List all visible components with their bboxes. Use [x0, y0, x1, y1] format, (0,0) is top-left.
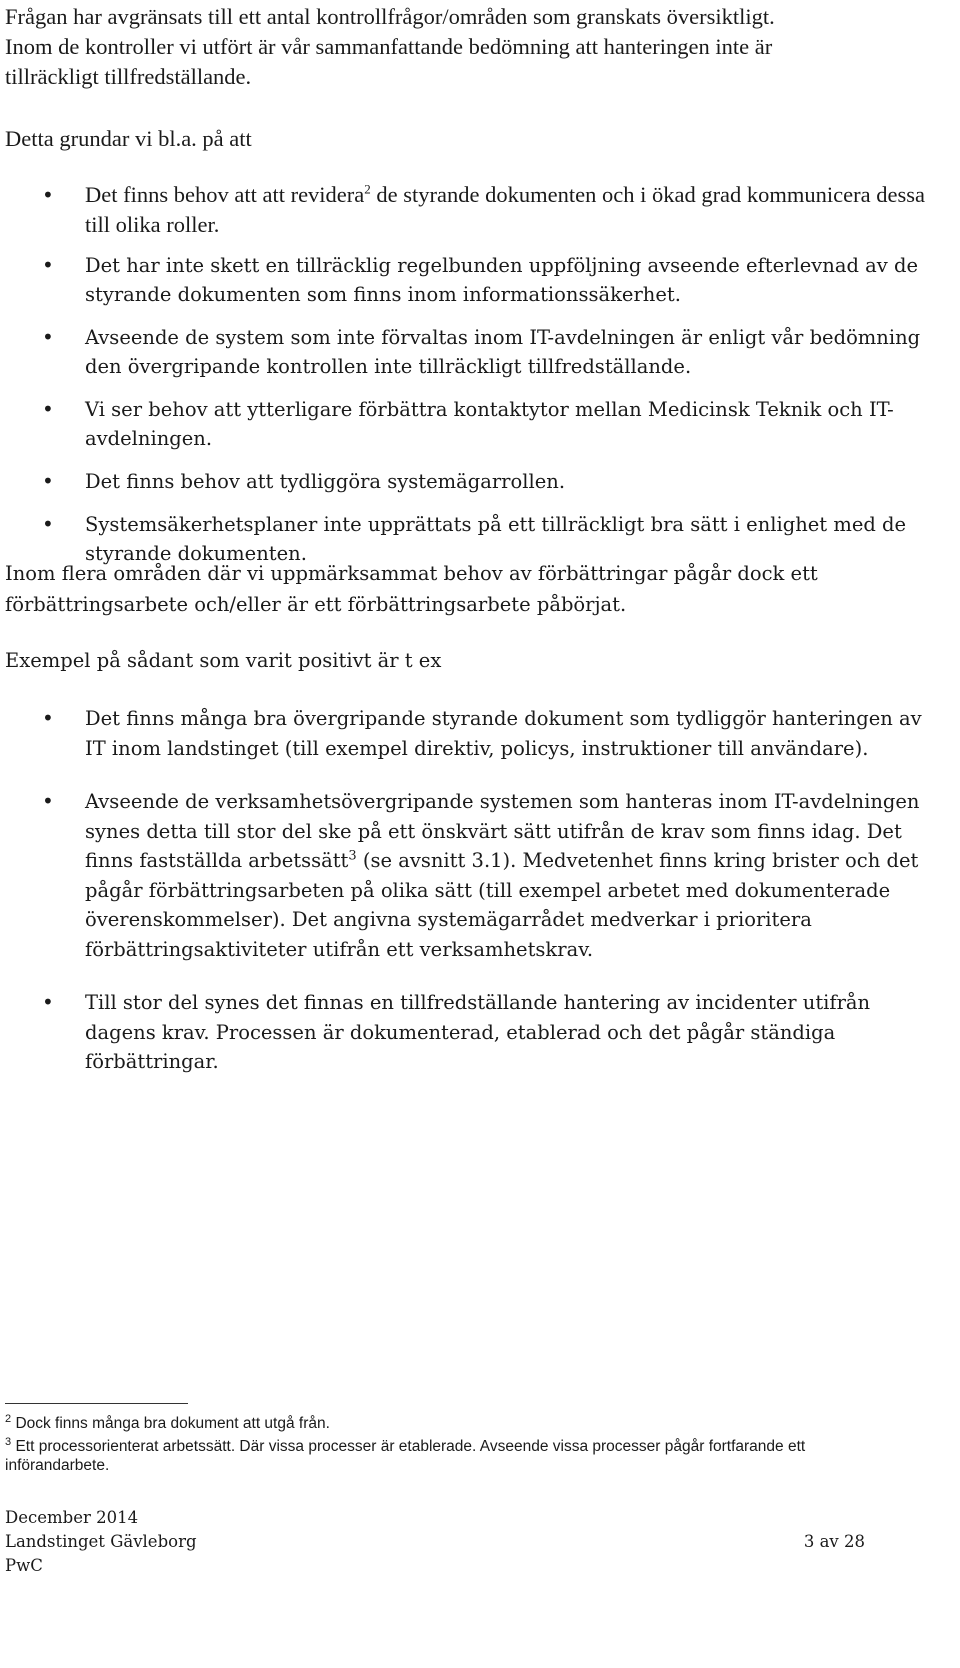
list-item: • Vi ser behov att ytterligare förbättra kontaktytor mellan Medicinsk Teknik och IT-avdelningen.	[5, 395, 925, 453]
footnote	[5, 1410, 905, 1433]
footnotes	[5, 1410, 905, 1475]
basis-intro: Detta grundar vi bl.a. på att	[5, 126, 252, 151]
intro-line: Frågan har avgränsats till ett antal kontrollfrågor/områden som granskats översiktligt.	[5, 4, 775, 29]
bullet-icon	[42, 251, 52, 280]
bullet-icon	[42, 323, 52, 352]
list-item: • Till stor del synes det finnas en tillfredställande hantering av incidenter utifrån dagens krav. Processen är dokumenterad, etablerad och det pågår ständiga förbättringar.	[5, 988, 925, 1077]
footnote-divider	[5, 1403, 188, 1404]
footnote-text: Dock finns många bra dokument att utgå från.	[15, 1415, 330, 1433]
footer-firm: PwC	[5, 1556, 43, 1575]
bullet-icon	[42, 180, 52, 210]
list-item: • Det finns behov att tydliggöra systemägarrollen.	[5, 467, 925, 496]
footnote-ref: 3	[348, 848, 357, 864]
bullet-icon	[42, 787, 52, 817]
footer-organization: Landstinget Gävleborg	[5, 1532, 197, 1551]
bullet-icon	[42, 510, 52, 539]
bullet-icon	[42, 395, 52, 424]
page-footer	[5, 1506, 865, 1578]
list-item: • Avseende de verksamhetsövergripande systemen som hanteras inom IT-avdelningen synes detta till stor del ske på ett önskvärt sätt utifrån de krav som finns idag. Det finns fastställda arbetssätt$^3$ (se avsnitt 3.1). Medvetenhet finns kring brister och det pågår förbättringsarbeten på olika sätt (till exempel arbetet med dokumenterade överenskommelser). Det angivna systemägarrådet medverkar i prioritera förbättringsaktiviteter utifrån ett verksamhetskrav.	[5, 787, 925, 964]
intro-line: Inom de kontroller vi utfört är vår sammanfattande bedömning att hanteringen inte är	[5, 34, 773, 59]
footnote-number: 3	[5, 1436, 12, 1449]
footnote	[5, 1433, 905, 1475]
list-item: • Det finns behov att att revidera$^2$ de styrande dokumenten och i ökad grad kommunicera dessa till olika roller.	[5, 180, 925, 240]
page-number: 3 av 28	[803, 1532, 865, 1551]
list-item: • Avseende de system som inte förvaltas inom IT-avdelningen är enligt vår bedömning den övergripande kontrollen inte tillräckligt tillfredställande.	[5, 323, 925, 381]
footnote-text: Ett processorienterat arbetssätt. Där vissa processer är etablerade. Avseende vissa processer pågår fortfarande ett införandarbete.	[5, 1438, 806, 1475]
positives-list	[5, 704, 925, 1101]
intro-paragraph	[5, 2, 925, 92]
list-item: • Det har inte skett en tillräcklig regelbunden uppföljning avseende efterlevnad av de styrande dokumenten som finns inom informationssäkerhet.	[5, 251, 925, 309]
list-item: • Det finns många bra övergripande styrande dokument som tydliggör hanteringen av IT inom landstinget (till exempel direktiv, policys, instruktioner till användare).	[5, 704, 925, 763]
bullet-icon	[42, 704, 52, 734]
footnote-ref: 2	[364, 181, 371, 197]
intro-line: tillräckligt tillfredställande.	[5, 64, 252, 89]
bullet-icon	[42, 467, 52, 496]
footer-date: December 2014	[5, 1508, 139, 1527]
bullet-icon	[42, 988, 52, 1018]
footnote-number: 2	[5, 1413, 12, 1425]
improvement-paragraph: Inom flera områden där vi uppmärksammat behov av förbättringar pågår dock ett förbättringsarbete och/eller är ett förbättringsarbete påbörjat.	[5, 562, 818, 616]
findings-list	[5, 180, 925, 582]
positive-intro: Exempel på sådant som varit positivt är t ex	[5, 649, 442, 672]
list-item: • Systemsäkerhetsplaner inte upprättats på ett tillräckligt bra sätt i enlighet med de styrande dokumenten.	[5, 510, 925, 568]
